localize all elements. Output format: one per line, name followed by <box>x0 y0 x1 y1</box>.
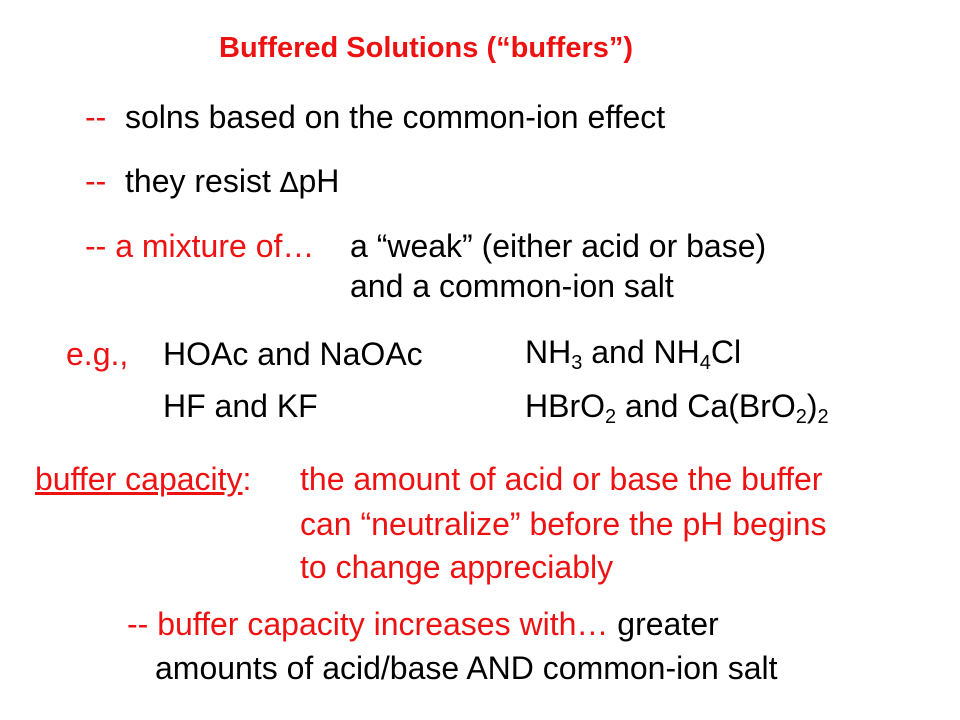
slide-title: Buffered Solutions (“buffers”) <box>219 32 634 64</box>
formula-part: HBrO <box>525 388 605 424</box>
formula-subscript: 4 <box>699 352 711 374</box>
increase-line-2: amounts of acid/base AND common-ion salt <box>155 650 778 686</box>
bullet-2-text <box>125 165 339 197</box>
formula-subscript: 3 <box>571 352 583 374</box>
formula-subscript: 2 <box>605 406 617 428</box>
examples-label: e.g., <box>66 336 129 372</box>
bullet-2-dash: -- <box>85 163 107 199</box>
formula-part: NH <box>525 334 572 370</box>
example-hbro2 <box>525 388 829 428</box>
bullet-1-dash: -- <box>85 99 107 135</box>
bullet-3-lead: -- a mixture of… <box>85 228 315 264</box>
capacity-def-line-3: to change appreciably <box>300 549 614 585</box>
bullet-3-line-1: a “weak” (either acid or base) <box>350 228 767 264</box>
bullet-2-tail: pH <box>298 163 340 199</box>
capacity-term-text: buffer capacity <box>35 461 243 497</box>
formula-subscript: 2 <box>795 406 807 428</box>
capacity-def-line-1: the amount of acid or base the buffer <box>300 461 823 497</box>
formula-part: and NH <box>582 334 700 370</box>
formula-subscript: 2 <box>817 406 829 428</box>
example-hf: HF and KF <box>163 388 318 424</box>
increase-line-1 <box>127 608 719 640</box>
increase-tail: greater <box>608 606 719 642</box>
formula-part: and Ca(BrO <box>616 388 796 424</box>
capacity-term <box>35 463 251 495</box>
formula-part: ) <box>806 388 818 424</box>
bullet-3-line-2: and a common-ion salt <box>350 268 674 304</box>
bullet-2-lead: they resist <box>125 163 280 199</box>
example-nh3 <box>525 334 742 374</box>
capacity-def-line-2: can “neutralize” before the pH begins <box>300 506 827 542</box>
formula-part: Cl <box>710 334 742 370</box>
increase-lead: -- buffer capacity increases with… <box>127 606 609 642</box>
example-hoac: HOAc and NaOAc <box>163 336 423 372</box>
capacity-colon: : <box>242 461 252 497</box>
delta-symbol: ∆ <box>279 166 299 199</box>
bullet-1-text: solns based on the common-ion effect <box>125 99 666 135</box>
